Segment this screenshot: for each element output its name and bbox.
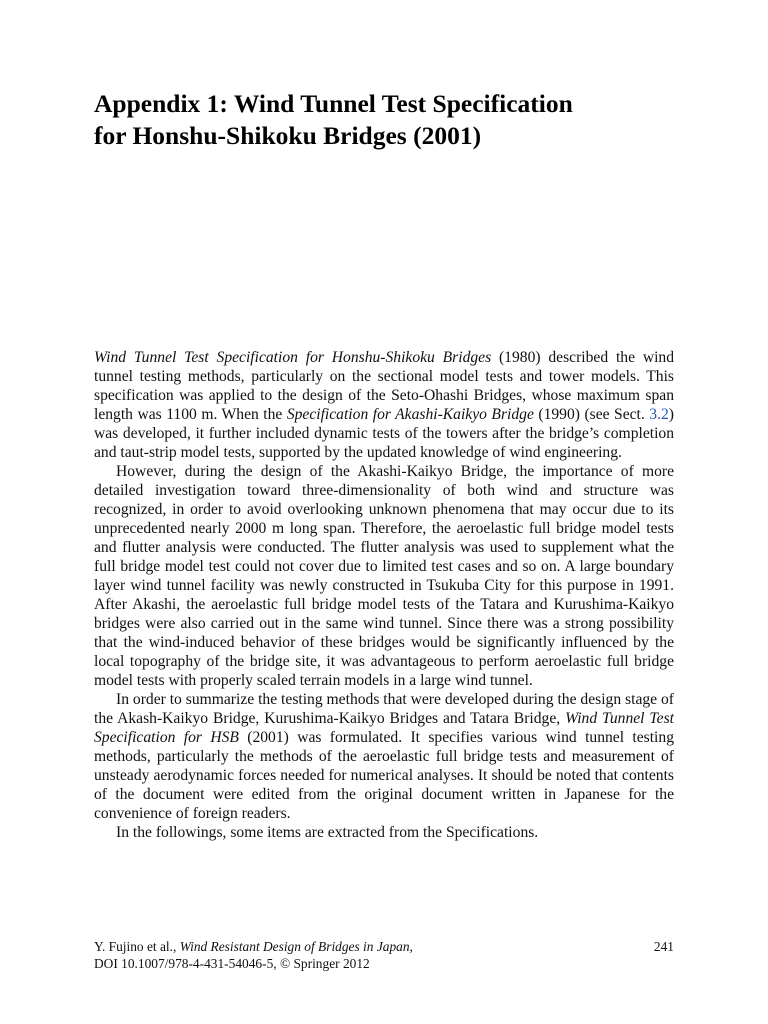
appendix-title-line-1: Appendix 1: Wind Tunnel Test Specification (94, 89, 573, 118)
paragraph-1 (94, 348, 674, 462)
paragraph-3-text-b: (2001) was formulated. It specifies various wind tunnel testing methods, particularly the methods of the aeroelastic full bridge tests and measurement of unsteady aerodynamic forces needed for numerical analyses. It should be noted that contents of the document were edited from the original document written in Japanese for the convenience of foreign readers. (94, 729, 674, 822)
paragraph-2: However, during the design of the Akashi-Kaikyo Bridge, the importance of more detailed investigation toward three-dimensionality of both wind and structure was recognized, in order to avoid overlooking unknown phenomena that may occur due to its unprecedented nearly 2000 m long span. Therefore, the aeroelastic full bridge model tests and flutter analysis were conducted. The flutter analysis was used to supplement what the full bridge model test could not cover due to limited test cases and so on. A large boundary layer wind tunnel facility was newly constructed in Tsukuba City for this purpose in 1991. After Akashi, the aeroelastic full bridge model tests of the Tatara and Kurushima-Kaikyo bridges were also carried out in the same wind tunnel. Since there was a strong possibility that the wind-induced behavior of these bridges would be significantly influenced by the local topography of the bridge site, it was advantageous to perform aeroelastic full bridge model tests with properly scaled terrain models in a large wind tunnel. (94, 463, 674, 689)
cited-title-akashi: Specification for Akashi-Kaikyo Bridge (286, 406, 534, 423)
citation-doi: DOI 10.1007/978-4-431-54046-5, © Springer 2012 (94, 956, 370, 971)
paragraph-1-text-a: (1980) described the wind tunnel testing methods, particularly on the sectional model tests and tower models. This specification was applied to the design of the Seto-Ohashi Bridges, whose maximum span length was 1100 m. When the (94, 349, 675, 423)
paragraph-1-text-c: ) was developed, it further included dynamic tests of the towers after the bridge’s completion and taut-strip model tests, supported by the updated knowledge of wind engineering. (94, 406, 674, 461)
section-reference-link[interactable]: 3.2 (649, 406, 669, 423)
cited-title-hsb: Wind Tunnel Test Specification for HSB (94, 710, 674, 746)
citation-comma: , (409, 939, 413, 954)
appendix-title (94, 88, 694, 152)
paragraph-3-text-a: In order to summarize the testing methods that were developed during the design stage of the Akash-Kaikyo Bridge, Kurushima-Kaikyo Bridges and Tatara Bridge, (94, 691, 674, 727)
paragraph-1-text-b: (1990) (see Sect. (533, 406, 650, 423)
citation-authors: Y. Fujino et al., (94, 939, 180, 954)
cited-title-1980: Wind Tunnel Test Specification for Honshu-Shikoku Bridges (94, 349, 492, 366)
page-number: 241 (653, 939, 674, 954)
body-text (94, 348, 674, 842)
appendix-title-line-2: for Honshu-Shikoku Bridges (2001) (94, 121, 482, 150)
citation-book-title: Wind Resistant Design of Bridges in Japan (179, 939, 410, 954)
footnote-citation (94, 938, 674, 972)
paragraph-4: In the followings, some items are extracted from the Specifications. (116, 824, 539, 841)
citation-line-1 (94, 938, 674, 955)
paragraph-3 (94, 690, 674, 823)
